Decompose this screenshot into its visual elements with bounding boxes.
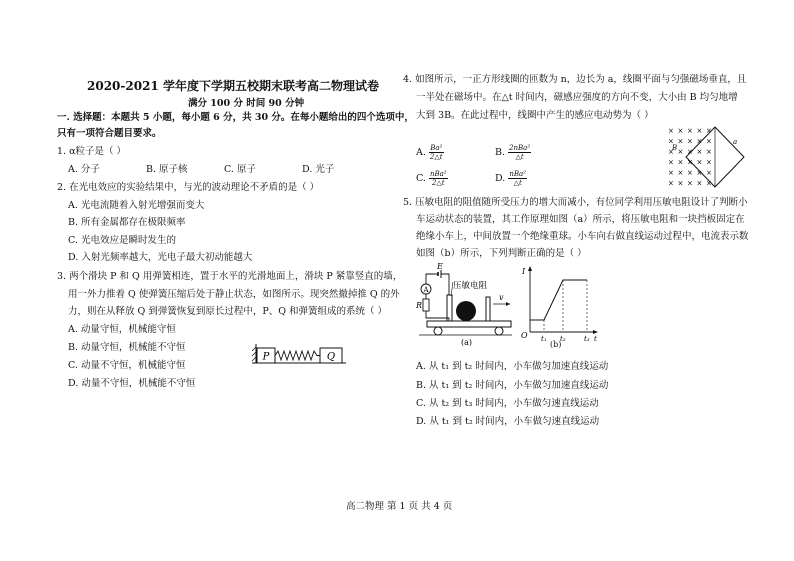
q4-stem-line3: 大到 3B。在此过程中，线圈中产生的感应电动势为（ ） — [416, 110, 654, 121]
q3-option-d: D. 动量不守恒，机械能不守恒 — [68, 378, 196, 389]
side-a-label: a — [733, 138, 738, 146]
velocity-arrowhead — [506, 302, 510, 306]
q3-stem-line3: 力，则在从释放 Q 到弹簧恢复到原长过程中，P、Q 和弹簧组成的系统（ ） — [68, 306, 388, 317]
q4-option-d-letter: D. — [495, 173, 506, 184]
q4-option-b-fraction — [508, 144, 531, 161]
q4-option-d-den: △t — [513, 179, 522, 187]
q2-stem: 2. 在光电效应的实验结果中，与光的波动理论不矛盾的是（ ） — [57, 182, 320, 193]
q4-option-a-den: 2△t — [429, 153, 443, 161]
q5-figure-a — [413, 262, 515, 346]
q4-option-d-num: nBa² — [509, 170, 526, 178]
origin-label: O — [521, 331, 528, 340]
baffle-plate — [486, 297, 490, 321]
q2-option-c: C. 光电效应是瞬时发生的 — [68, 235, 176, 246]
fig-b-caption: (b) — [550, 340, 562, 349]
q4-option-a-num: Ba² — [430, 144, 443, 152]
field-cross-mark: × — [696, 179, 703, 188]
resistor-r — [423, 299, 429, 311]
q4-coil-figure — [664, 124, 760, 190]
q5-stem-line4: 如图（b）所示，下列判断正确的是（ ） — [416, 248, 587, 259]
field-cross-mark: × — [706, 169, 712, 177]
ammeter-label: A — [423, 286, 429, 294]
q4-option-c-den: 2△t — [431, 179, 445, 187]
field-cross-mark: × — [706, 158, 712, 167]
q4-option-b-den: △t — [515, 153, 524, 161]
q4-stem-line2: 一半处在磁场中。在△t 时间内，磁感应强度的方向不变，大小由 B 均匀地增 — [416, 92, 738, 103]
q5-option-a: A. 从 t₁ 到 t₂ 时间内，小车做匀加速直线运动 — [416, 361, 609, 372]
velocity-v-label: v — [499, 293, 504, 302]
current-curve — [530, 280, 587, 320]
q2-option-a: A. 光电流随着入射光增强而变大 — [68, 200, 205, 211]
field-cross-mark: × — [687, 169, 693, 177]
i-axis-label: I — [522, 267, 526, 276]
field-cross-mark: × — [687, 158, 693, 167]
q4-option-c-fraction — [429, 170, 448, 187]
q4-option-a-letter: A. — [416, 147, 426, 158]
q5-option-c: C. 从 t₂ 到 t₃ 时间内，小车做匀速直线运动 — [416, 398, 599, 409]
q1-option-b: B. 原子核 — [146, 164, 188, 175]
block-q-label: Q — [326, 351, 336, 363]
field-cross-mark: × — [677, 169, 684, 177]
t2-label: t₂ — [560, 335, 566, 343]
magnetic-field-crosses — [668, 127, 712, 188]
q4-option-c — [416, 170, 448, 187]
field-cross-mark: × — [668, 169, 674, 177]
q4-option-b-letter: B. — [495, 147, 506, 158]
i-axis-arrowhead — [528, 266, 532, 271]
t1-label: t₁ — [541, 335, 547, 343]
block-p-label: P — [262, 351, 270, 363]
t-axis-label: t — [594, 335, 597, 343]
circuit-wire-left — [426, 274, 438, 284]
field-cross-mark: × — [668, 179, 674, 188]
q4-option-c-letter: C. — [416, 173, 426, 184]
score-time: 满分 100 分 时间 90 分钟 — [188, 98, 305, 109]
t3-label: t₃ — [584, 335, 590, 343]
q4-option-d — [495, 170, 527, 187]
q2-option-b: B. 所有金属都存在极限频率 — [68, 217, 186, 228]
t-axis-arrowhead — [593, 330, 598, 334]
field-cross-mark: × — [706, 127, 712, 135]
field-cross-mark: × — [706, 179, 712, 188]
circuit-wire-top — [441, 274, 449, 295]
q2-option-d: D. 入射光频率越大，光电子最大初动能越大 — [68, 252, 253, 263]
q5-stem-line3: 绝缘小车上，中间放置一个绝缘重球。小车向右做直线运动过程中，电流表示数 — [416, 231, 749, 242]
q4-option-b — [495, 144, 531, 161]
pressure-sensor — [447, 295, 452, 321]
field-cross-mark: × — [696, 158, 703, 167]
field-cross-mark: × — [677, 179, 684, 188]
q5-stem-line2: 车运动状态的装置，其工作原理如图（a）所示，将压敏电阻和一块挡板固定在 — [416, 214, 745, 225]
field-cross-mark: × — [696, 169, 703, 177]
sensor-label: 压敏电阻 — [453, 281, 488, 291]
q3-option-a: A. 动量守恒，机械能守恒 — [68, 324, 176, 335]
q3-spring-figure — [244, 342, 348, 366]
field-cross-mark: × — [687, 127, 693, 135]
spring — [275, 351, 320, 360]
wall-hatch — [252, 347, 256, 361]
field-cross-mark: × — [668, 127, 674, 135]
field-cross-mark: × — [677, 137, 684, 146]
q1-option-c: C. 原子 — [224, 164, 256, 175]
q4-option-c-num: nBa² — [429, 170, 447, 178]
cart-wheel-right — [495, 327, 503, 335]
field-cross-mark: × — [668, 148, 674, 156]
field-cross-mark: × — [706, 148, 712, 156]
field-cross-mark: × — [668, 158, 674, 167]
q4-option-b-num: 2nBa² — [509, 144, 531, 152]
q4-option-d-fraction — [508, 170, 527, 187]
resistor-r-label: R — [416, 301, 423, 310]
q4-stem-line1: 4. 如图所示，一正方形线圈的匝数为 n，边长为 a，线圈平面与匀强磁场垂直，且 — [403, 74, 747, 85]
cart-body — [427, 321, 511, 327]
q4-option-a-fraction — [429, 144, 444, 161]
q3-stem-line2: 用一外力推着 Q 使弹簧压缩后处于静止状态，如图所示。现突然撤掉推 Q 的外 — [68, 289, 400, 300]
field-cross-mark: × — [687, 148, 693, 156]
fig-a-caption: (a) — [461, 338, 473, 346]
cart-wheel-left — [434, 327, 442, 335]
field-cross-mark: × — [696, 137, 703, 146]
field-b-label: B — [672, 144, 678, 152]
q5-option-b: B. 从 t₁ 到 t₂ 时间内，小车做匀加速直线运动 — [416, 380, 609, 391]
field-cross-mark: × — [687, 179, 693, 188]
q3-option-b: B. 动量守恒，机械能不守恒 — [68, 342, 186, 353]
q1-stem: 1. α粒子是（ ） — [57, 146, 127, 157]
field-cross-mark: × — [706, 137, 712, 146]
exam-title: 2020-2021 学年度下学期五校期末联考高二物理试卷 — [87, 79, 379, 93]
q1-option-d: D. 光子 — [302, 164, 335, 175]
q5-figure-b — [516, 262, 600, 348]
q5-option-d: D. 从 t₁ 到 t₂ 时间内，小车做匀速直线运动 — [416, 416, 600, 427]
field-cross-mark: × — [668, 137, 674, 146]
field-cross-mark: × — [696, 127, 703, 135]
field-cross-mark: × — [696, 148, 703, 156]
q1-option-a: A. 分子 — [68, 164, 100, 175]
field-cross-mark: × — [677, 158, 684, 167]
battery-e-label: E — [437, 262, 443, 271]
q3-stem-line1: 3. 两个滑块 P 和 Q 用弹簧相连，置于水平的光滑地面上，滑块 P 紧靠竖直的墙， — [57, 271, 403, 282]
section1-line2: 只有一项符合题目要求。 — [57, 128, 162, 139]
field-cross-mark: × — [677, 148, 684, 156]
q5-stem-line1: 5. 压敏电阻的阻值随所受压力的增大而减小，有位同学利用压敏电阻设计了判断小 — [403, 197, 748, 208]
page-footer: 高二物理 第 1 页 共 4 页 — [346, 501, 453, 512]
field-cross-mark: × — [677, 127, 684, 135]
insulated-ball — [456, 301, 476, 321]
field-cross-mark: × — [687, 137, 693, 146]
q4-option-a — [416, 144, 444, 161]
section1-line1: 一. 选择题：本题共 5 小题，每小题 6 分，共 30 分。在每小题给出的四个选项中， — [57, 112, 414, 123]
circuit-wire-bottom — [426, 311, 449, 321]
q3-option-c: C. 动量不守恒，机械能守恒 — [68, 360, 186, 371]
